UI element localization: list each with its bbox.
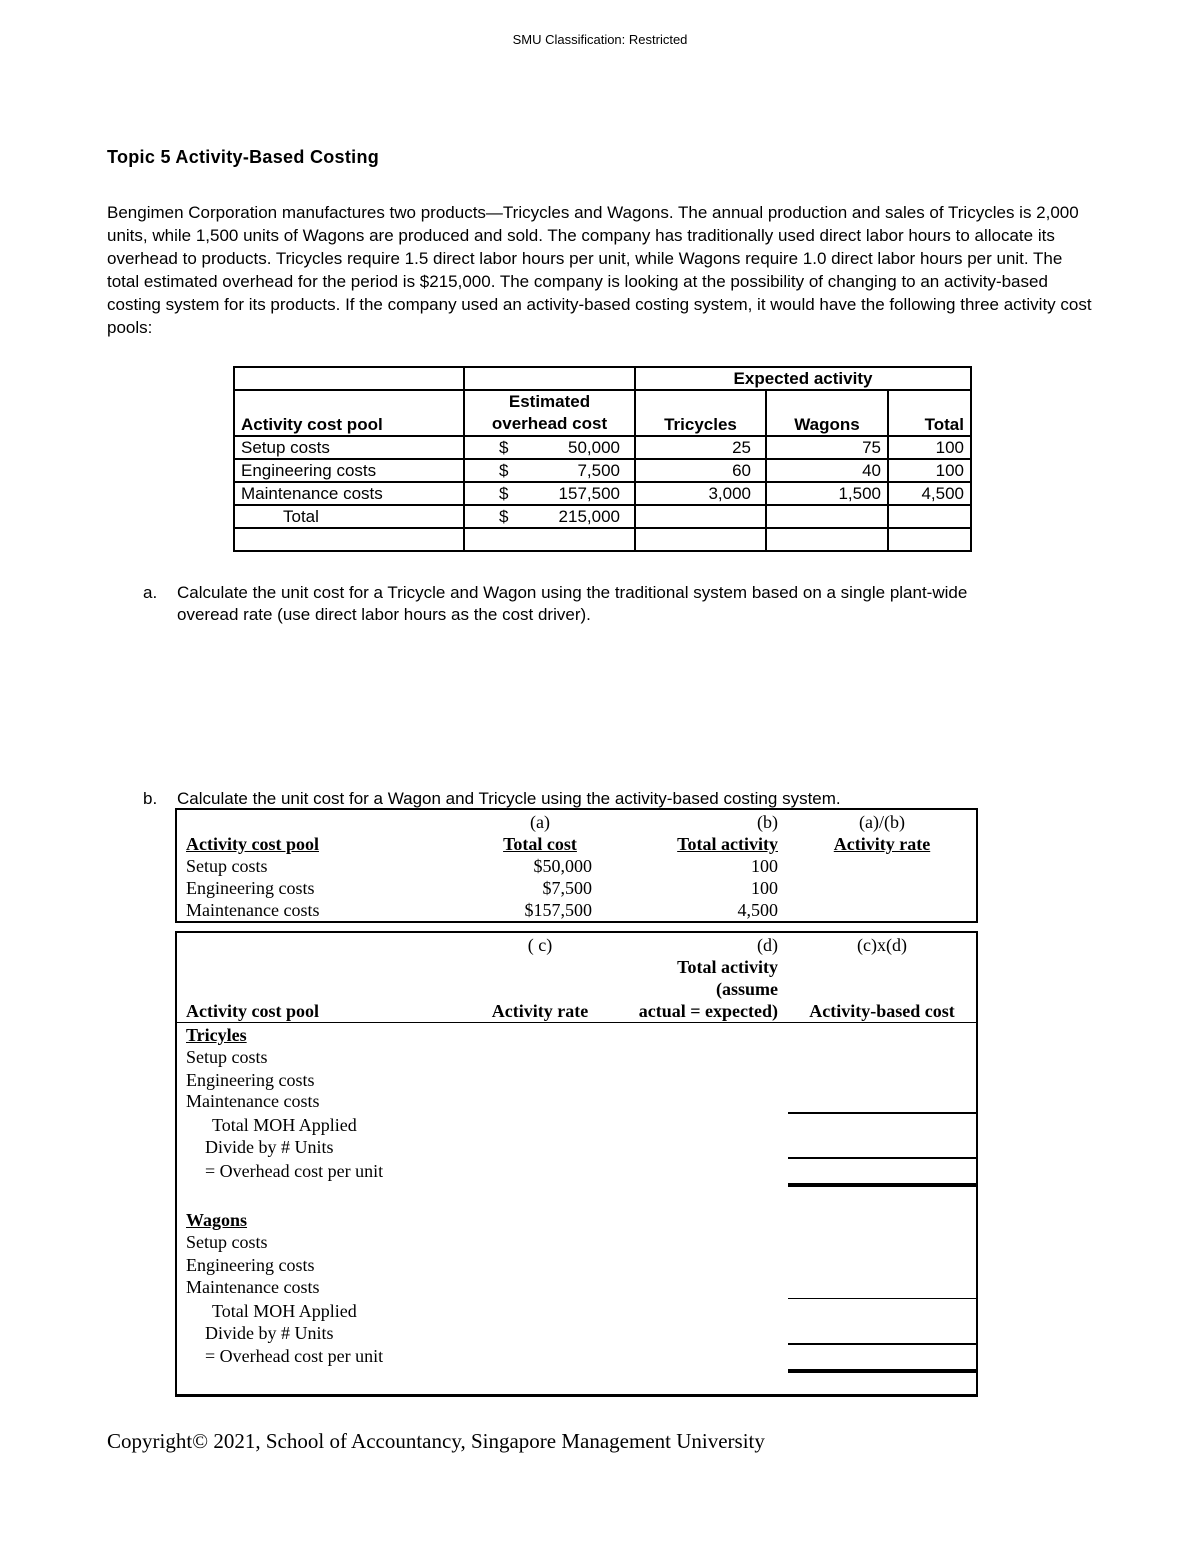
cell: 100 [751,856,778,876]
col-header: actual = expected) [638,1001,778,1021]
cell: Setup costs [186,856,268,876]
cell: Total [234,505,464,528]
row-label: Total MOH Applied [212,1301,357,1321]
sum-line [788,1112,977,1114]
col-header: Activity cost pool [186,834,319,854]
col-marker: (b) [757,812,778,832]
col-header: Estimated overhead cost [464,390,635,436]
table-row [234,459,971,482]
double-underline [788,1369,977,1373]
col-header: Wagons [766,390,888,436]
col-marker: ( c) [527,935,553,955]
table-row-empty [234,528,971,551]
col-header: Total [888,390,971,436]
cell: $7,500 [542,878,592,898]
cell: $157,500 [524,900,592,920]
cell: 100 [888,436,971,459]
cell: 100 [888,459,971,482]
row-label: Total MOH Applied [212,1115,357,1135]
col-header: Activity cost pool [186,1001,319,1021]
cell: 4,500 [888,482,971,505]
row-label: Setup costs [186,1232,268,1252]
cell: $ 7,500 [464,459,635,482]
question-b-label: b. [143,789,158,808]
col-header: Activity rate [833,834,931,854]
row-label: Maintenance costs [186,1091,320,1111]
col-marker: (a)/(b) [859,812,905,832]
cell: Engineering costs [234,459,464,482]
cell: 75 [766,436,888,459]
cell: Engineering costs [186,878,315,898]
table-header-row [234,367,971,390]
col-header: Activity-based cost [809,1001,955,1021]
cell: 3,000 [635,482,766,505]
copyright-footer: Copyright© 2021, School of Accountancy, Singapore Management University [107,1429,765,1453]
question-a-text: Calculate the unit cost for a Tricycle and Wagon using the traditional system based on a single plant-wide [177,583,968,602]
sum-line [788,1343,977,1345]
cell: 25 [635,436,766,459]
table-row [234,482,971,505]
table-row [234,505,971,528]
row-label: Setup costs [186,1047,268,1067]
table-header-row [234,390,971,436]
col-header: (assume [716,979,778,999]
cell: $ 215,000 [464,505,635,528]
col-header: Total activity [677,957,778,977]
col-header: Total activity [677,834,778,854]
row-label: = Overhead cost per unit [205,1161,384,1181]
row-label: Engineering costs [186,1070,315,1090]
question-a-label: a. [143,583,158,602]
cell: $ 157,500 [464,482,635,505]
col-header: Activity rate [491,1001,589,1021]
page-title: Topic 5 Activity-Based Costing [107,147,380,167]
classification-label: SMU Classification: Restricted [512,32,688,47]
double-underline [788,1183,977,1187]
col-marker: (a) [530,812,550,832]
row-label: Engineering costs [186,1255,315,1275]
cell: 1,500 [766,482,888,505]
sum-line [788,1298,977,1299]
col-marker: (d) [757,935,778,955]
cell: 100 [751,878,778,898]
cell: 40 [766,459,888,482]
cell: Maintenance costs [234,482,464,505]
col-header: Total cost [503,834,577,854]
section-title-tricycles: Tricyles [186,1025,247,1045]
row-label: = Overhead cost per unit [205,1346,384,1366]
cell: 4,500 [737,900,778,920]
table-row [234,436,971,459]
col-header: Activity cost pool [234,390,464,436]
cell: Setup costs [234,436,464,459]
cell: $50,000 [533,856,592,876]
activity-cost-pool-table [233,366,972,552]
row-label: Divide by # Units [205,1137,334,1157]
section-title-wagons: Wagons [186,1210,248,1230]
cell: $ 50,000 [464,436,635,459]
sum-line [788,1157,977,1159]
col-header: Tricycles [635,390,766,436]
cell: Maintenance costs [186,900,320,920]
cell: 60 [635,459,766,482]
question-b-text: Calculate the unit cost for a Wagon and Tricycle using the activity-based costing system. [177,789,841,808]
row-label: Maintenance costs [186,1277,320,1297]
question-a-text-2: overead rate (use direct labor hours as the cost driver). [177,605,591,624]
intro-paragraph: Bengimen Corporation manufactures two products—Tricycles and Wagons. The annual production and sales of Tricycles is 2,000 units, while 1,500 units of Wagons are produced and sold. The company has traditionally used direct labor hours to allocate its overhead to products. Tricycles require 1.5 direct labor hours per unit, while Wagons require 1.0 direct labor hours per unit. The total estimated overhead for the period is $215,000. The company is looking at the possibility of changing to an activity-based costing system for its products. If the company used an activity-based costing system, it would have the following three activity cost pools: [107,203,1092,337]
row-label: Divide by # Units [205,1323,334,1343]
expected-activity-header: Expected activity [635,367,971,390]
col-marker: (c)x(d) [857,935,907,955]
header-divider [177,1022,976,1023]
